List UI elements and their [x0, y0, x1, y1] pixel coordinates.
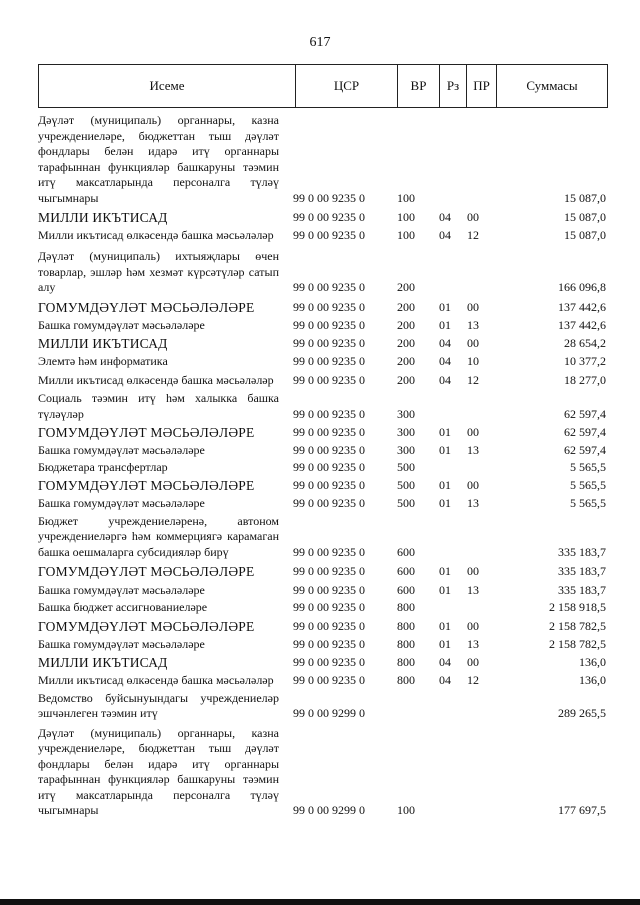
row-rz: 04: [439, 210, 451, 224]
row-csr: 99 0 00 9235 0: [293, 190, 365, 205]
row-pr: 00: [467, 299, 479, 314]
row-csr: 99 0 00 9235 0: [293, 600, 365, 614]
row-sum: 2 158 782,5: [549, 618, 606, 633]
row-sum: 136,0: [579, 673, 606, 687]
row-sum: 62 597,4: [564, 442, 606, 457]
row-name: МИЛЛИ ИКЪТИСАД: [38, 210, 168, 225]
row-vr: 500: [397, 496, 415, 510]
table-row: [38, 228, 608, 244]
row-name: Башка гомумдәүләт мәсьәләләре: [38, 318, 205, 332]
page-number: 617: [309, 35, 331, 50]
header-csr: ЦСР: [296, 65, 398, 107]
row-vr: 200: [397, 280, 415, 294]
row-vr: 300: [397, 406, 415, 421]
row-pr: 10: [467, 354, 479, 368]
row-sum: 18 277,0: [564, 372, 606, 387]
row-csr: 99 0 00 9235 0: [293, 564, 365, 578]
row-csr: 99 0 00 9299 0: [293, 803, 365, 817]
header-vr: ВР: [398, 65, 440, 107]
row-csr: 99 0 00 9235 0: [293, 673, 365, 687]
row-vr: 100: [397, 190, 415, 205]
row-rz: 04: [439, 335, 451, 350]
row-csr: 99 0 00 9235 0: [293, 210, 365, 224]
row-rz: 01: [439, 299, 451, 314]
row-rz: 04: [439, 372, 451, 387]
row-rz: 04: [439, 354, 451, 368]
table-row: [38, 210, 608, 226]
row-vr: 100: [397, 227, 415, 242]
row-csr: 99 0 00 9235 0: [293, 354, 365, 368]
row-sum: 15 087,0: [564, 210, 606, 224]
row-vr: 300: [397, 442, 415, 457]
row-csr: 99 0 00 9235 0: [293, 299, 365, 314]
row-csr: 99 0 00 9235 0: [293, 618, 365, 633]
row-pr: 13: [467, 442, 479, 457]
table-row: [38, 460, 608, 476]
row-rz: 01: [439, 564, 451, 578]
table-row: [38, 391, 608, 422]
table-row: [38, 300, 608, 316]
row-vr: 800: [397, 637, 415, 651]
row-vr: 100: [397, 803, 415, 817]
row-name: Башка гомумдәүләт мәсьәләләре: [38, 496, 205, 510]
row-sum: 5 565,5: [570, 460, 606, 474]
row-rz: 01: [439, 618, 451, 633]
row-name: Элемтә һәм информатика: [38, 354, 168, 368]
table-row: [38, 249, 608, 296]
table-row: [38, 336, 608, 352]
row-pr: 00: [467, 335, 479, 350]
row-vr: 300: [397, 425, 415, 439]
row-name: Дәүләт (муниципаль) ихтыяҗлары өчен товарлар, эшләр һәм хезмәт күрсәтүләр сатып алу: [38, 249, 279, 294]
table-row: [38, 373, 608, 389]
row-sum: 335 183,7: [558, 544, 606, 559]
row-pr: 00: [467, 654, 479, 669]
row-csr: 99 0 00 9235 0: [293, 544, 365, 559]
row-sum: 335 183,7: [558, 564, 606, 578]
row-sum: 2 158 782,5: [549, 637, 606, 651]
row-sum: 289 265,5: [558, 706, 606, 720]
header-pr: ПР: [467, 65, 497, 107]
header-name: Исеме: [39, 65, 296, 107]
row-name: ГОМУМДӘҮЛӘТ МӘСЬӘЛӘЛӘРЕ: [38, 564, 255, 579]
row-sum: 166 096,8: [558, 280, 606, 294]
row-csr: 99 0 00 9235 0: [293, 425, 365, 439]
row-sum: 62 597,4: [564, 425, 606, 439]
row-rz: 04: [439, 227, 451, 242]
row-pr: 13: [467, 582, 479, 597]
row-name: Бюджет учреждениеләренә, автоном учреждениеләргә һәм коммерциягә карамаган башка оешмаларга субсидияләр бирү: [38, 513, 279, 559]
table-row: [38, 514, 608, 561]
row-sum: 5 565,5: [570, 496, 606, 510]
table-row: [38, 113, 608, 206]
row-name: Башка гомумдәүләт мәсьәләләре: [38, 637, 205, 651]
row-name: Милли икътисад өлкәсендә башка мәсьәләләр: [38, 372, 274, 387]
row-vr: 800: [397, 673, 415, 687]
table-row: [38, 564, 608, 580]
row-sum: 177 697,5: [558, 803, 606, 817]
table-row: [38, 600, 608, 616]
row-pr: 00: [467, 210, 479, 224]
row-vr: 800: [397, 654, 415, 669]
row-pr: 13: [467, 637, 479, 651]
row-name: МИЛЛИ ИКЪТИСАД: [38, 654, 168, 670]
row-sum: 15 087,0: [564, 190, 606, 205]
row-rz: 01: [439, 442, 451, 457]
row-vr: 800: [397, 618, 415, 633]
table-row: [38, 583, 608, 599]
table-row: [38, 673, 608, 689]
row-name: Башка гомумдәүләт мәсьәләләре: [38, 582, 205, 597]
row-rz: 01: [439, 477, 451, 492]
row-pr: 12: [467, 227, 479, 242]
row-vr: 200: [397, 335, 415, 350]
table-row: [38, 637, 608, 653]
row-csr: 99 0 00 9235 0: [293, 372, 365, 387]
row-rz: 01: [439, 318, 451, 332]
row-name: Башка бюджет ассигнованиеләре: [38, 600, 208, 614]
row-vr: 100: [397, 210, 415, 224]
row-sum: 2 158 918,5: [549, 600, 606, 614]
row-pr: 00: [467, 564, 479, 578]
header-rz: Рз: [440, 65, 467, 107]
row-name: Милли икътисад өлкәсендә башка мәсьәләләр: [38, 227, 274, 242]
row-vr: 600: [397, 582, 415, 597]
row-pr: 00: [467, 477, 479, 492]
table-row: [38, 726, 608, 819]
scan-edge-bar: [0, 899, 640, 905]
row-rz: 01: [439, 496, 451, 510]
row-rz: 01: [439, 637, 451, 651]
row-vr: 600: [397, 564, 415, 578]
row-rz: 01: [439, 425, 451, 439]
row-name: ГОМУМДӘҮЛӘТ МӘСЬӘЛӘЛӘРЕ: [38, 477, 255, 493]
row-sum: 137 442,6: [558, 318, 606, 332]
row-name: Дәүләт (муниципаль) органнары, казна учреждениеләре, бюджеттан тыш дәүләт фондлары белән идарә итү органнары тарафыннан функцияләр башкаруны тәэмин итү максатларында персоналга түләү чыгымнары: [38, 113, 279, 205]
table-row: [38, 354, 608, 370]
row-csr: 99 0 00 9235 0: [293, 460, 365, 474]
row-csr: 99 0 00 9299 0: [293, 706, 365, 720]
row-vr: 200: [397, 318, 415, 332]
table-row: [38, 496, 608, 512]
table-body: [38, 113, 608, 819]
row-vr: 200: [397, 299, 415, 314]
row-csr: 99 0 00 9235 0: [293, 496, 365, 510]
table-row: [38, 425, 608, 441]
table-row: [38, 318, 608, 334]
row-name: Ведомство буйсынуындагы учреждениеләр эшчәнлеген тәэмин итү: [38, 690, 279, 720]
row-name: Милли икътисад өлкәсендә башка мәсьәләләр: [38, 673, 274, 687]
row-name: Башка гомумдәүләт мәсьәләләре: [38, 442, 205, 457]
row-rz: 01: [439, 582, 451, 597]
row-pr: 12: [467, 673, 479, 687]
row-sum: 28 654,2: [564, 335, 606, 350]
row-vr: 500: [397, 477, 415, 492]
table-row: [38, 691, 608, 722]
row-sum: 10 377,2: [564, 354, 606, 368]
row-vr: 200: [397, 372, 415, 387]
row-csr: 99 0 00 9235 0: [293, 654, 365, 669]
row-pr: 13: [467, 496, 479, 510]
header-sum: Суммасы: [526, 78, 578, 93]
row-csr: 99 0 00 9235 0: [293, 335, 365, 350]
row-csr: 99 0 00 9235 0: [293, 582, 365, 597]
row-vr: 600: [397, 544, 415, 559]
row-vr: 800: [397, 600, 415, 614]
row-csr: 99 0 00 9235 0: [293, 406, 365, 421]
table-row: [38, 478, 608, 494]
row-name: ГОМУМДӘҮЛӘТ МӘСЬӘЛӘЛӘРЕ: [38, 425, 255, 440]
row-sum: 15 087,0: [564, 227, 606, 242]
row-vr: 200: [397, 354, 415, 368]
row-csr: 99 0 00 9235 0: [293, 318, 365, 332]
row-name: ГОМУМДӘҮЛӘТ МӘСЬӘЛӘЛӘРЕ: [38, 299, 255, 315]
row-sum: 5 565,5: [570, 477, 606, 492]
row-csr: 99 0 00 9235 0: [293, 637, 365, 651]
table-row: [38, 443, 608, 459]
row-name: Бюджетара трансфертлар: [38, 460, 168, 474]
row-sum: 137 442,6: [558, 299, 606, 314]
row-csr: 99 0 00 9235 0: [293, 280, 365, 294]
table-row: [38, 619, 608, 635]
row-pr: 12: [467, 372, 479, 387]
table-header: [38, 64, 608, 108]
row-rz: 04: [439, 673, 451, 687]
row-sum: 335 183,7: [558, 582, 606, 597]
row-sum: 136,0: [579, 654, 606, 669]
row-rz: 04: [439, 654, 451, 669]
row-csr: 99 0 00 9235 0: [293, 442, 365, 457]
table-row: [38, 655, 608, 671]
row-name: Социаль тәэмин итү һәм халыкка башка түләүләр: [38, 391, 279, 421]
row-name: ГОМУМДӘҮЛӘТ МӘСЬӘЛӘЛӘРЕ: [38, 618, 255, 634]
row-pr: 13: [467, 318, 479, 332]
row-vr: 500: [397, 460, 415, 474]
row-pr: 00: [467, 425, 479, 439]
row-csr: 99 0 00 9235 0: [293, 477, 365, 492]
row-csr: 99 0 00 9235 0: [293, 227, 365, 242]
row-name: Дәүләт (муниципаль) органнары, казна учреждениеләре, бюджеттан тыш дәүләт фондлары белән идарә итү органнары тарафыннан функцияләр башкаруны тәэмин итү максатларында персоналга түләү чыгымнары: [38, 725, 279, 817]
row-sum: 62 597,4: [564, 406, 606, 421]
row-pr: 00: [467, 618, 479, 633]
row-name: МИЛЛИ ИКЪТИСАД: [38, 335, 168, 351]
